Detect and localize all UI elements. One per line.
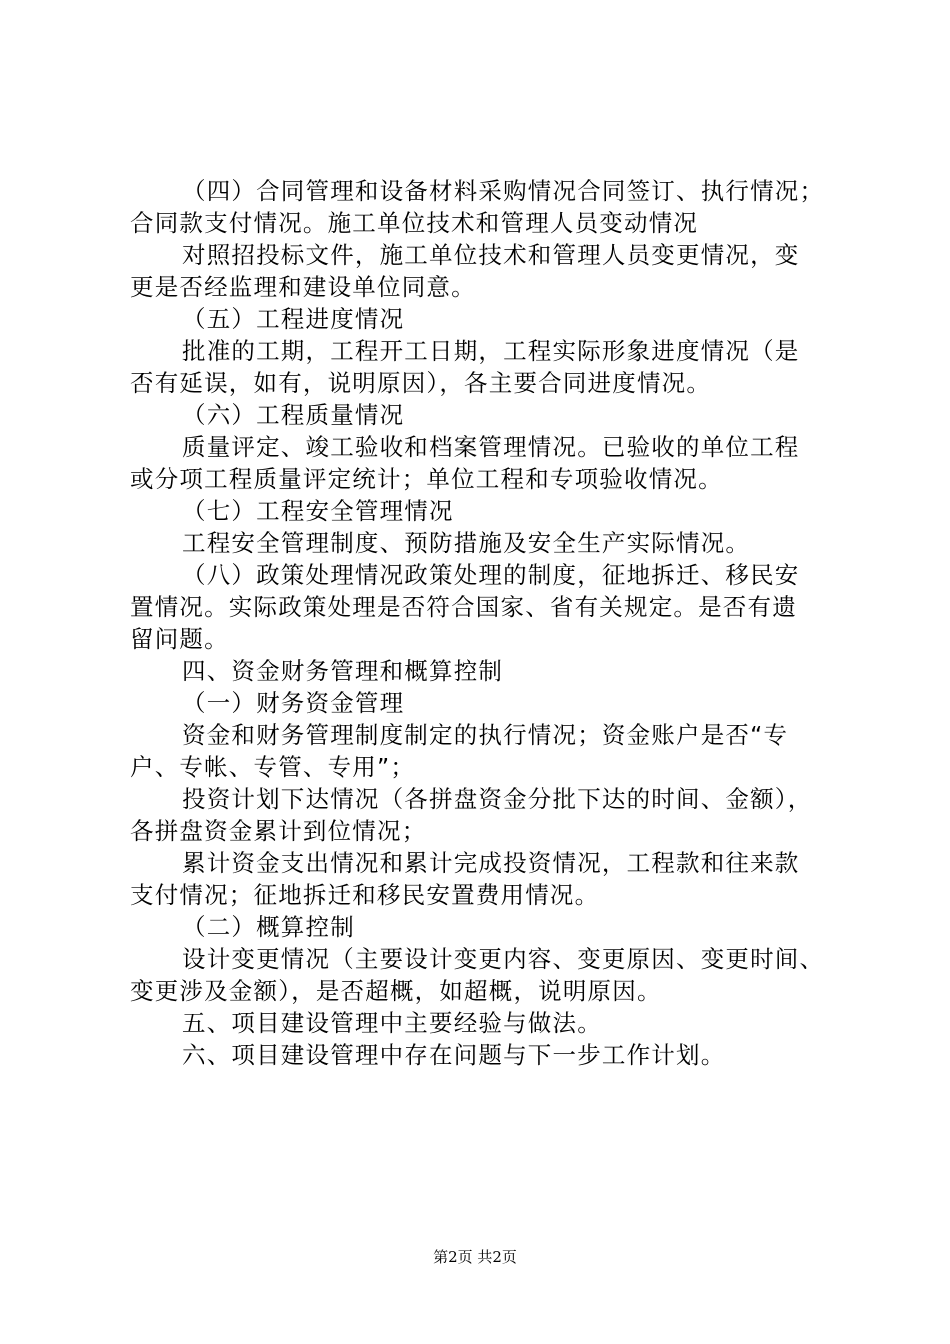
paragraph-line: 或分项工程质量评定统计；单位工程和专项验收情况。 (130, 465, 723, 493)
section-heading-budget-control: （二）概算控制 (182, 913, 355, 941)
paragraph-line: 否有延误，如有，说明原因），各主要合同进度情况。 (130, 369, 712, 397)
paragraph-line: 变更涉及金额），是否超概，如超概，说明原因。 (130, 977, 662, 1005)
section-heading-contract-management: （四）合同管理和设备材料采购情况合同签订、执行情况； (182, 177, 825, 205)
paragraph-line: 户、专帐、专管、专用”； (130, 753, 416, 781)
paragraph-line: 资金和财务管理制度制定的执行情况；资金账户是否“专 (182, 721, 789, 749)
paragraph-line: 投资计划下达情况（各拼盘资金分批下达的时间、金额）， (182, 785, 813, 813)
paragraph-line: 累计资金支出情况和累计完成投资情况，工程款和往来款 (182, 849, 800, 877)
section-heading-progress: （五）工程进度情况 (182, 305, 405, 333)
paragraph-line: 批准的工期，工程开工日期，工程实际形象进度情况（是 (182, 337, 800, 365)
chapter-heading-finance: 四、资金财务管理和概算控制 (182, 657, 504, 685)
paragraph-line: 合同款支付情况。施工单位技术和管理人员变动情况 (130, 209, 699, 237)
chapter-heading-experience: 五、项目建设管理中主要经验与做法。 (182, 1009, 602, 1037)
document-body (130, 175, 850, 1071)
paragraph-line: 留问题。 (130, 625, 229, 653)
paragraph-line: 各拼盘资金累计到位情况； (130, 817, 427, 845)
section-heading-fund-management: （一）财务资金管理 (182, 689, 405, 717)
paragraph-line: 设计变更情况（主要设计变更内容、变更原因、变更时间、 (182, 945, 825, 973)
paragraph-line: 更是否经监理和建设单位同意。 (130, 273, 476, 301)
paragraph-line: 置情况。实际政策处理是否符合国家、省有关规定。是否有遗 (130, 593, 797, 621)
section-heading-safety: （七）工程安全管理情况 (182, 497, 454, 525)
chapter-heading-problems-plan: 六、项目建设管理中存在问题与下一步工作计划。 (182, 1041, 726, 1069)
paragraph-line: 对照招投标文件，施工单位技术和管理人员变更情况，变 (182, 241, 800, 269)
paragraph-line: 工程安全管理制度、预防措施及安全生产实际情况。 (182, 529, 751, 557)
section-heading-policy: （八）政策处理情况政策处理的制度，征地拆迁、移民安 (182, 561, 800, 589)
page-number-footer: 第2页 共2页 (433, 1248, 517, 1266)
section-heading-quality: （六）工程质量情况 (182, 401, 405, 429)
paragraph-line: 支付情况；征地拆迁和移民安置费用情况。 (130, 881, 600, 909)
paragraph-line: 质量评定、竣工验收和档案管理情况。已验收的单位工程 (182, 433, 800, 461)
